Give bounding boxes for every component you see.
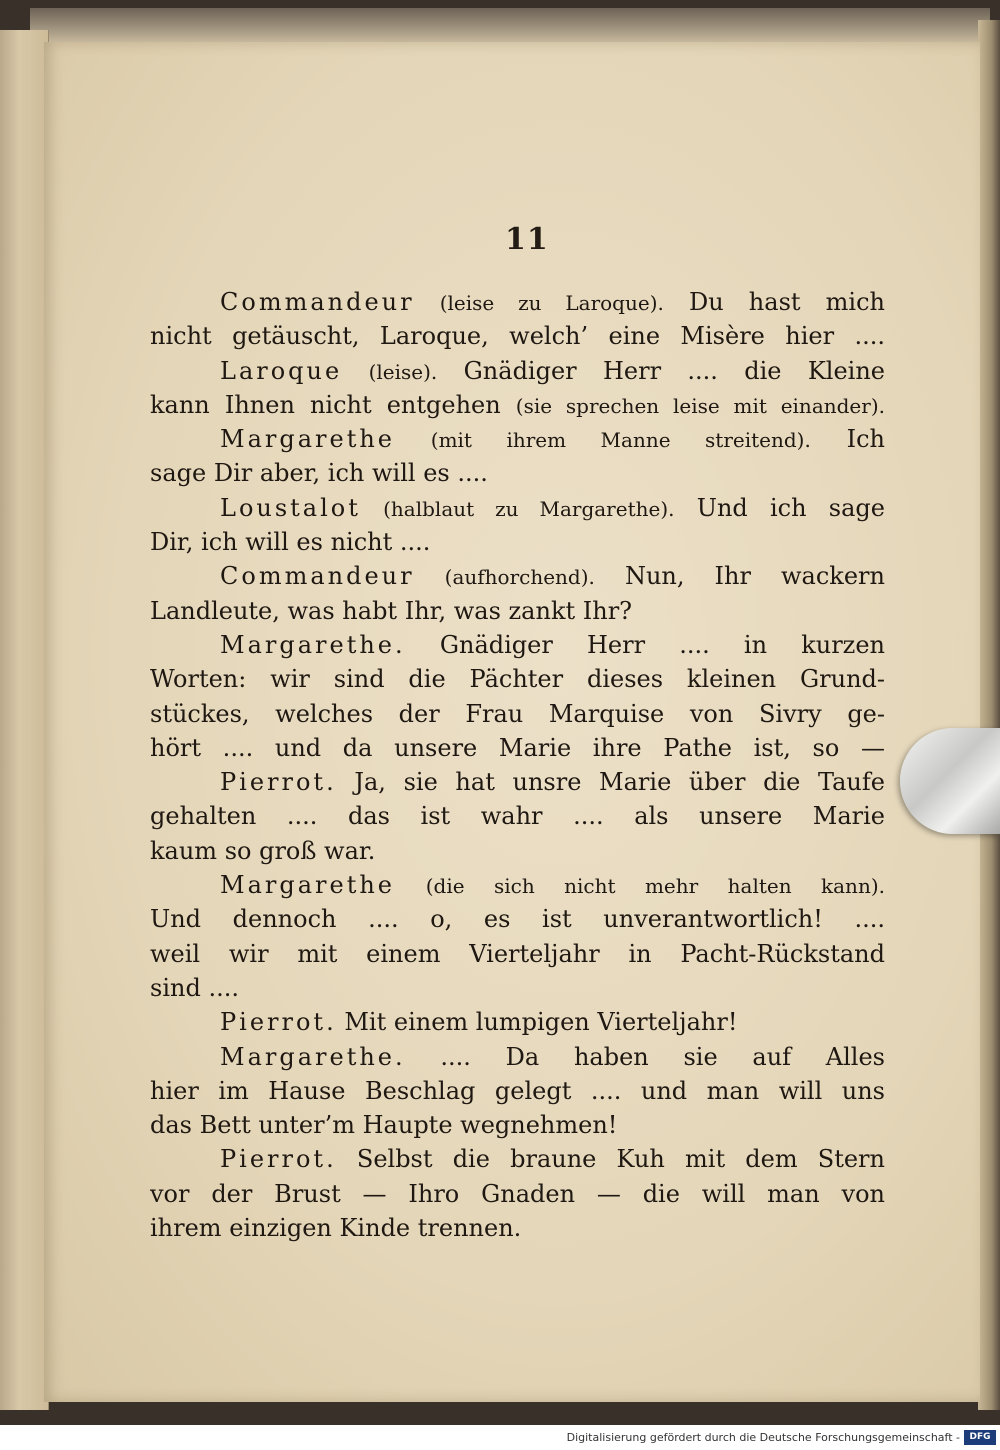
speaker-name: Pierrot. [220, 1008, 337, 1037]
text-line [150, 388, 885, 422]
line-text: Mit einem lumpigen Vierteljahr! [344, 1008, 738, 1037]
speaker-name: Laroque [220, 356, 343, 385]
digitization-footer [0, 1425, 1000, 1450]
text-line [150, 834, 885, 868]
line-text: Ja, sie hat unsre Marie über die Taufe [354, 768, 885, 797]
footer-credit: Digitalisierung gefördert durch die Deutsche Forschungsgemeinschaft - [566, 1431, 960, 1444]
line-text: stückes, welches der Frau Marquise von Sivry ge- [150, 699, 885, 728]
text-line [150, 937, 885, 971]
line-text: Und dennoch .... o, es ist unverantwortlich! .... [150, 905, 885, 934]
text-line [150, 628, 885, 662]
text-line [150, 1142, 885, 1176]
left-page-edge [0, 30, 49, 1410]
text-line [150, 422, 885, 456]
line-text: .... Da haben sie auf Alles [440, 1042, 885, 1071]
line-text: ihrem einzigen Kinde trennen. [150, 1214, 522, 1243]
speaker-name: Margarethe [220, 425, 396, 454]
speaker-name: Margarethe. [220, 1042, 406, 1071]
text-line [150, 662, 885, 696]
stage-direction: (aufhorchend). [444, 565, 595, 590]
line-text: Worten: wir sind die Pächter dieses kleinen Grund- [150, 665, 885, 694]
speaker-name: Loustalot [220, 493, 361, 522]
text-line [150, 456, 885, 490]
text-line [150, 1211, 885, 1245]
text-line [150, 799, 885, 833]
speaker-name: Margarethe [220, 871, 396, 900]
line-text: gehalten .... das ist wahr .... als unsere Marie [150, 802, 885, 831]
line-text: vor der Brust — Ihro Gnaden — die will man von [150, 1179, 885, 1208]
line-text: Landleute, was habt Ihr, was zankt Ihr? [150, 596, 633, 625]
line-text: kann Ihnen nicht entgehen [150, 390, 501, 419]
text-line [150, 559, 885, 593]
text-line [150, 319, 885, 353]
speaker-name: Pierrot. [220, 768, 337, 797]
text-line [150, 525, 885, 559]
text-line [150, 868, 885, 902]
text-line [150, 697, 885, 731]
line-text: sage Dir aber, ich will es .... [150, 459, 488, 488]
line-text: das Bett unter’m Haupte wegnehmen! [150, 1111, 618, 1140]
page-stack-right-edge [978, 20, 1000, 1410]
text-line [150, 1040, 885, 1074]
line-text: Gnädiger Herr .... in kurzen [439, 630, 885, 659]
text-line [150, 971, 885, 1005]
text-line [150, 1074, 885, 1108]
stage-direction: (leise zu Laroque). [439, 291, 664, 315]
line-text: weil wir mit einem Vierteljahr in Pacht-Rückstand [150, 939, 885, 968]
line-text: Du hast mich [688, 288, 885, 316]
speaker-name: Commandeur [220, 562, 415, 591]
text-line [150, 594, 885, 628]
text-line [150, 765, 885, 799]
text-line [150, 902, 885, 936]
speaker-name: Commandeur [220, 288, 415, 316]
stage-direction: (mit ihrem Manne streitend). [430, 428, 811, 453]
page-text [150, 285, 885, 1245]
text-line [150, 1108, 885, 1142]
line-text: Nun, Ihr wackern [624, 562, 885, 591]
stage-direction: (leise). [368, 359, 438, 384]
line-text: Ich [846, 425, 885, 454]
text-line [150, 491, 885, 525]
page-number: 11 [505, 222, 549, 257]
text-line [150, 731, 885, 765]
line-text: sind .... [150, 973, 239, 1002]
text-line [150, 285, 885, 319]
page-holder-clip [900, 728, 1000, 834]
line-text: hier im Hause Beschlag gelegt .... und man will uns [150, 1076, 885, 1105]
page-stack-top-edge [30, 8, 990, 46]
text-line [150, 1005, 885, 1039]
text-line [150, 1177, 885, 1211]
speaker-name: Margarethe. [220, 630, 406, 659]
line-text: Gnädiger Herr .... die Kleine [463, 356, 885, 385]
line-text: Und ich sage [696, 493, 885, 522]
text-line [150, 354, 885, 388]
stage-direction: (halblaut zu Margarethe). [383, 496, 675, 521]
stage-direction: (sie sprechen leise mit einander). [515, 393, 885, 418]
line-text: Selbst die braune Kuh mit dem Stern [356, 1145, 885, 1174]
line-text: Dir, ich will es nicht .... [150, 528, 431, 557]
stage-direction: (die sich nicht mehr halten kann). [425, 874, 885, 899]
line-text: kaum so groß war. [150, 836, 376, 865]
speaker-name: Pierrot. [220, 1145, 337, 1174]
line-text: nicht getäuscht, Laroque, welch’ eine Misère hier .... [150, 322, 885, 351]
line-text: hört .... und da unsere Marie ihre Pathe ist, so — [150, 733, 885, 762]
dfg-logo-icon: DFG [964, 1430, 996, 1445]
